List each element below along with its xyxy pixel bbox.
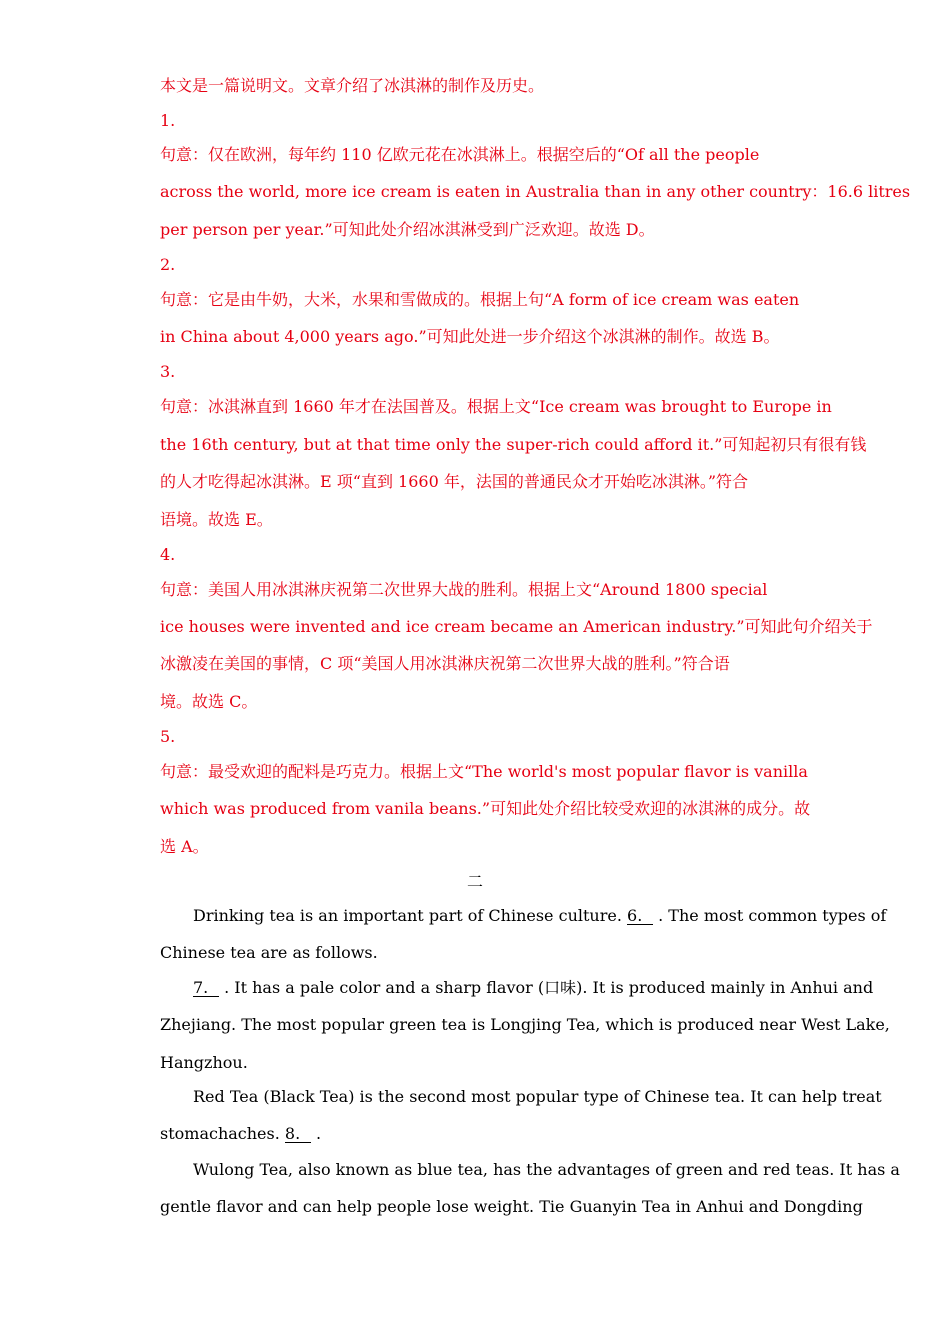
explanation-4-line-4: 境。故选 C。 [160,692,258,711]
passage-paragraph-3-line-2 [160,1124,321,1144]
passage-paragraph-4-line-2: gentle flavor and can help people lose weight. Tie Guanyin Tea in Anhui and Dongding [160,1197,863,1216]
passage-text: Drinking tea is an important part of Chinese culture. [193,906,622,925]
passage-paragraph-2-line-1 [193,978,873,998]
blank-8: 8. [285,1125,311,1143]
passage-paragraph-1-line-2: Chinese tea are as follows. [160,943,378,962]
passage-paragraph-1-line-1 [193,906,886,926]
explanation-3-line-3: 的人才吃得起冰淇淋。E 项“直到 1660 年，法国的普通民众才开始吃冰淇淋。”符合 [160,472,749,491]
question-number-3: 3. [160,362,176,381]
passage-paragraph-2-line-3: Hangzhou. [160,1053,248,1072]
explanation-5-line-2: which was produced from vanila beans.”可知此处介绍比较受欢迎的冰淇淋的成分。故 [160,799,811,818]
passage-intro: 本文是一篇说明文。文章介绍了冰淇淋的制作及历史。 [160,76,545,95]
question-number-1: 1. [160,111,176,130]
passage-paragraph-4-line-1: Wulong Tea, also known as blue tea, has the advantages of green and red teas. It has a [193,1160,900,1179]
explanation-2-line-2: in China about 4,000 years ago.”可知此处进一步介绍这个冰淇淋的制作。故选 B。 [160,327,780,346]
explanation-5-line-1: 句意：最受欢迎的配料是巧克力。根据上文“The world's most popular flavor is vanilla [160,762,808,781]
explanation-4-line-2: ice houses were invented and ice cream became an American industry.”可知此句介绍关于 [160,617,873,636]
question-number-2: 2. [160,255,176,274]
explanation-4-line-3: 冰激凌在美国的事情，C 项“美国人用冰淇淋庆祝第二次世界大战的胜利。”符合语 [160,654,730,673]
passage-paragraph-3-line-1: Red Tea (Black Tea) is the second most popular type of Chinese tea. It can help treat [193,1087,882,1106]
passage-text: . [316,1124,322,1143]
explanation-2-line-1: 句意：它是由牛奶，大米，水果和雪做成的。根据上句“A form of ice cream was eaten [160,290,800,309]
explanation-1-line-1: 句意：仅在欧洲，每年约 110 亿欧元花在冰淇淋上。根据空后的“Of all the people [160,145,760,164]
explanation-4-line-1: 句意：美国人用冰淇淋庆祝第二次世界大战的胜利。根据上文“Around 1800 special [160,580,768,599]
question-number-4: 4. [160,545,176,564]
question-number-5: 5. [160,727,176,746]
blank-7: 7. [193,979,219,997]
blank-6: 6. [627,907,653,925]
explanation-1-line-2: across the world, more ice cream is eaten in Australia than in any other country：16.6 litres [160,182,911,201]
explanation-3-line-2: the 16th century, but at that time only the super-rich could afford it.”可知起初只有很有钱 [160,435,867,454]
passage-text: stomachaches. [160,1124,280,1143]
section-title: 二 [466,872,483,891]
explanation-3-line-4: 语境。故选 E。 [160,510,273,529]
passage-text: . It has a pale color and a sharp flavor (口味). It is produced mainly in Anhui and [224,978,874,997]
explanation-3-line-1: 句意：冰淇淋直到 1660 年才在法国普及。根据上文“Ice cream was brought to Europe in [160,397,832,416]
passage-text: . The most common types of [658,906,887,925]
explanation-1-line-3: per person per year.”可知此处介绍冰淇淋受到广泛欢迎。故选 D。 [160,220,655,239]
passage-paragraph-2-line-2: Zhejiang. The most popular green tea is Longjing Tea, which is produced near West Lake, [160,1015,890,1034]
explanation-5-line-3: 选 A。 [160,837,209,856]
